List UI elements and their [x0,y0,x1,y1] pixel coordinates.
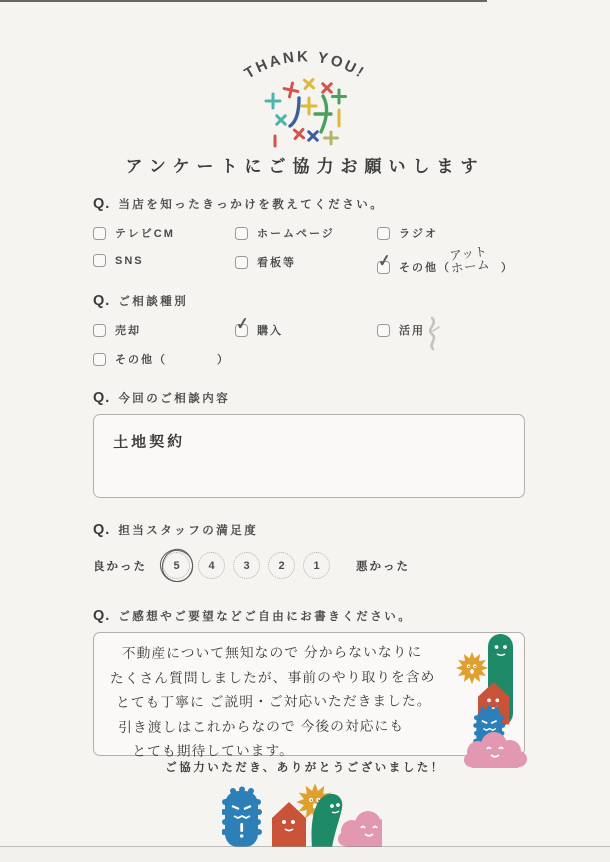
checkbox[interactable] [377,227,390,240]
checkbox-option-sns[interactable]: SNS [93,254,235,267]
question-text: 当店を知ったきっかけを教えてください。 [118,199,385,211]
pencil-smudge-mark [420,316,444,352]
handwritten-checkmark: ✓ [234,314,251,334]
checkbox-option-tvcm[interactable]: テレビCM [93,225,235,241]
checkbox[interactable] [235,256,248,269]
rating-4[interactable]: 4 [198,552,225,579]
scan-margin [0,847,610,862]
question-mark: Q. [93,522,111,538]
other-blank-gap [166,349,216,355]
question-text: 今回のご相談内容 [118,393,231,405]
question-text: 担当スタッフの満足度 [118,525,259,537]
handwritten-consult-answer: 土地契約 [113,433,186,452]
checkbox[interactable] [377,324,390,337]
checkbox[interactable] [234,314,251,337]
handwritten-checkmark: ✓ [376,251,393,271]
handwritten-feedback: 不動産について無知なので 分からないなりに たくさん質問しましたが、事前のやり取りを含め とても丁寧に ご説明・ご対応いただきました。 引き渡しはこれからなので 今後の対応にも とても期待しています。 [109,644,436,759]
rating-5[interactable]: 5 [163,552,190,579]
brand-logo [205,46,405,150]
svg-text:THANK YOU! [242,48,369,82]
question-text: ご感想やご要望などご自由にお書きください。 [118,611,413,623]
section-how-found [93,196,533,280]
question-mark: Q. [93,196,111,212]
colorful-plus-cluster-icon [266,76,346,146]
rating-1[interactable]: 1 [303,552,330,579]
section-consult-content [93,390,533,498]
rating-2[interactable]: 2 [268,552,295,579]
scale-label-bad: 悪かった [356,560,410,573]
section-consult-type [93,293,533,367]
consult-content-textbox[interactable] [93,414,525,498]
checkbox-option-other2[interactable]: その他（ ） [93,351,230,367]
checkbox[interactable] [93,254,106,267]
closing-thanks-text: ご協力いただき、ありがとうございました！ [165,762,445,774]
section-satisfaction [93,522,533,579]
checkbox-option-other[interactable]: ✓ その他（ アットホーム ） [376,244,514,277]
satisfaction-scale [93,552,533,579]
sun-character-icon [456,652,488,684]
checkbox[interactable] [93,227,106,240]
pink-cloud-character-icon [338,811,382,847]
scan-edge-line [0,0,487,2]
checkbox-option-buy[interactable]: ✓ 購入 [234,314,283,337]
checkbox-option-radio[interactable]: ラジオ [377,225,438,241]
checkbox[interactable] [235,227,248,240]
page-title: アンケートにご協力お願いします [125,157,485,176]
mascot-stack-illustration [448,626,530,768]
checkbox[interactable] [93,353,106,366]
scale-label-good: 良かった [93,560,147,573]
question-text: ご相談種別 [118,296,189,308]
question-mark: Q. [93,608,111,624]
checkbox-option-homepage[interactable]: ホームページ [235,225,377,241]
blue-monster-character-icon [222,787,262,848]
rating-3[interactable]: 3 [233,552,260,579]
checkbox-option-signboard[interactable]: 看板等 [235,254,377,270]
thank-you-arc-text: THANK YOU! [241,48,369,83]
question-mark: Q. [93,293,111,309]
checkbox-option-utilize[interactable]: 活用 [377,322,425,338]
question-mark: Q. [93,390,111,406]
checkbox[interactable] [376,251,393,274]
handwritten-other-value: アットホーム [448,244,491,277]
mascot-row-illustration [222,781,382,847]
checkbox[interactable] [93,324,106,337]
checkbox-option-sell[interactable]: 売却 [93,322,235,338]
